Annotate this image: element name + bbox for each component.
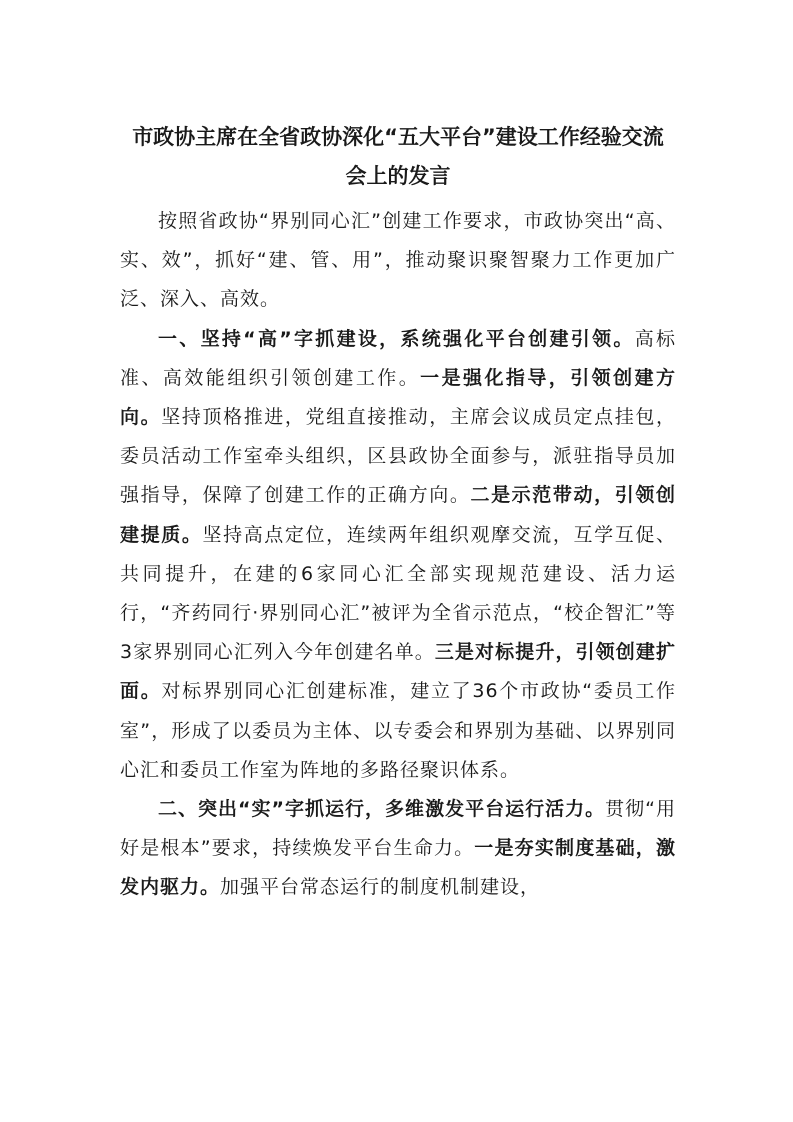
paragraph-text: 高标准、高效能组织引领创建工作。 xyxy=(120,327,676,389)
point-heading: 三是对标提升，引领创建扩面。 xyxy=(120,641,676,703)
point-heading: 二是示范带动，引领创建提质。 xyxy=(120,484,676,546)
paragraph-text: 坚持高点定位，连续两年组织观摩交流，互学互促、共同提升，在建的6家同心汇全部实现规范建设、活力运行，“齐药同行·界别同心汇”被评为全省示范点，“校企智汇”等3家界别同心汇列入今年创建名单。 xyxy=(120,523,676,664)
paragraph-text: 贯彻“用好是根本”要求，持续焕发平台生命力。 xyxy=(120,798,677,860)
paragraph-section-two xyxy=(120,790,676,908)
paragraph-text: 按照省政协“界别同心汇”创建工作要求，市政协突出“高、实、效”，抓好“建、管、用”，推动聚识聚智聚力工作更加广泛、深入、高效。 xyxy=(120,210,676,311)
section-heading: 一、坚持“高”字抓建设，系统强化平台创建引领。 xyxy=(158,327,635,350)
paragraph-text: 对标界别同心汇创建标准，建立了36个市政协“委员工作室”，形成了以委员为主体、以专委会和界别为基础、以界别同心汇和委员工作室为阵地的多路径聚识体系。 xyxy=(120,680,676,781)
document-page xyxy=(120,118,676,908)
title-line-2: 会上的发言 xyxy=(345,164,451,188)
paragraph-text: 坚持顶格推进，党组直接推动，主席会议成员定点挂包，委员活动工作室牵头组织，区县政协全面参与，派驻指导员加强指导，保障了创建工作的正确方向。 xyxy=(120,406,676,507)
point-heading: 一是强化指导，引领创建方向。 xyxy=(120,366,676,429)
section-heading: 二、突出“实”字抓运行，多维激发平台运行活力。 xyxy=(158,798,606,821)
point-heading: 一是夯实制度基础，激发内驱力。 xyxy=(120,837,676,899)
paragraph-intro xyxy=(120,202,676,320)
document-title xyxy=(120,118,676,196)
paragraph-text: 加强平台常态运行的制度机制建设， xyxy=(220,876,541,899)
paragraph-section-one xyxy=(120,320,676,790)
title-line-1: 市政协主席在全省政协深化“五大平台”建设工作经验交流 xyxy=(132,125,664,149)
